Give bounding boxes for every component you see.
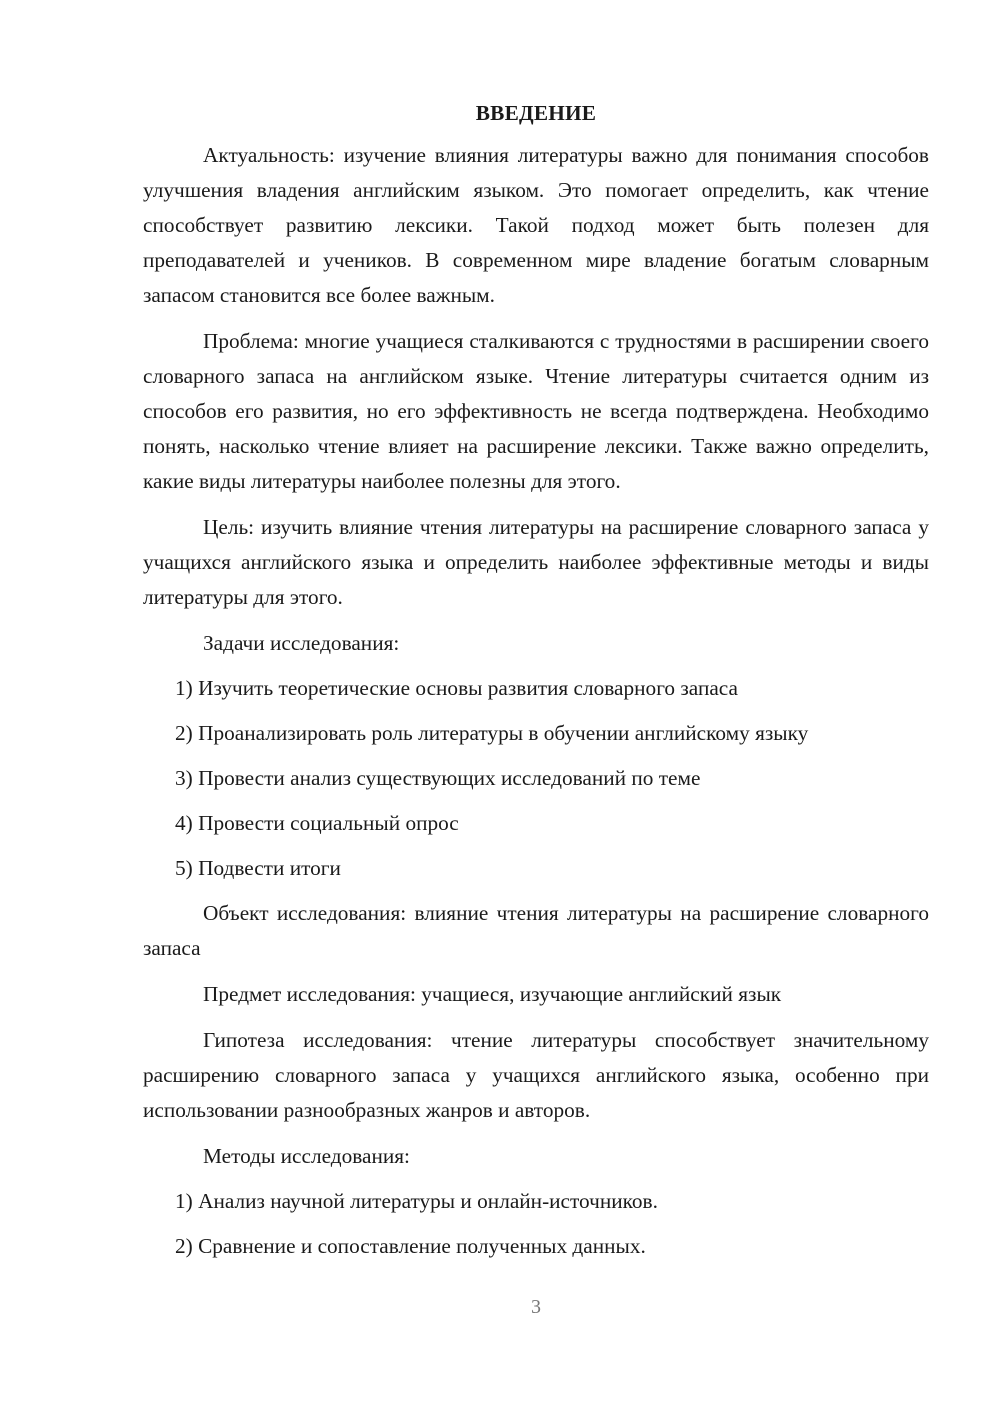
page-title: ВВЕДЕНИЕ <box>475 101 597 125</box>
relevance-paragraph: Актуальность: изучение влияния литературы важно для понимания способов улучшения владения английским языком. Это помогает определить, как чтение способствует развитию лексики. Такой подход может быть полезен для преподавателей и учеников. В современном мире владение богатым словарным запасом становится все более важным. <box>143 143 929 307</box>
goal-paragraph: Цель: изучить влияние чтения литературы на расширение словарного запаса у учащихся английского языка и определить наиболее эффективные методы и виды литературы для этого. <box>143 515 929 609</box>
list-item: 2) Проанализировать роль литературы в обучении английскому языку <box>175 721 809 745</box>
tasks-list <box>143 671 929 886</box>
object-paragraph: Объект исследования: влияние чтения литературы на расширение словарного запаса <box>143 901 929 960</box>
document-page <box>143 96 929 1274</box>
list-item: 1) Изучить теоретические основы развития словарного запаса <box>175 676 738 700</box>
methods-list <box>143 1184 929 1264</box>
hypothesis-paragraph: Гипотеза исследования: чтение литературы способствует значительному расширению словарного запаса у учащихся английского языка, особенно при использовании разнообразных жанров и авторов. <box>143 1028 929 1122</box>
page-number: 3 <box>531 1296 541 1318</box>
list-item: 5) Подвести итоги <box>175 856 341 880</box>
methods-heading: Методы исследования: <box>203 1144 410 1168</box>
list-item: 1) Анализ научной литературы и онлайн-источников. <box>175 1189 658 1213</box>
list-item: 4) Провести социальный опрос <box>175 811 459 835</box>
problem-paragraph: Проблема: многие учащиеся сталкиваются с трудностями в расширении своего словарного запаса на английском языке. Чтение литературы считается одним из способов его развития, но его эффективность не всегда подтверждена. Необходимо понять, насколько чтение влияет на расширение лексики. Также важно определить, какие виды литературы наиболее полезны для этого. <box>143 329 929 493</box>
list-item: 2) Сравнение и сопоставление полученных данных. <box>175 1234 646 1258</box>
list-item: 3) Провести анализ существующих исследований по теме <box>175 766 701 790</box>
subject-paragraph: Предмет исследования: учащиеся, изучающие английский язык <box>203 982 782 1006</box>
tasks-heading: Задачи исследования: <box>203 631 400 655</box>
